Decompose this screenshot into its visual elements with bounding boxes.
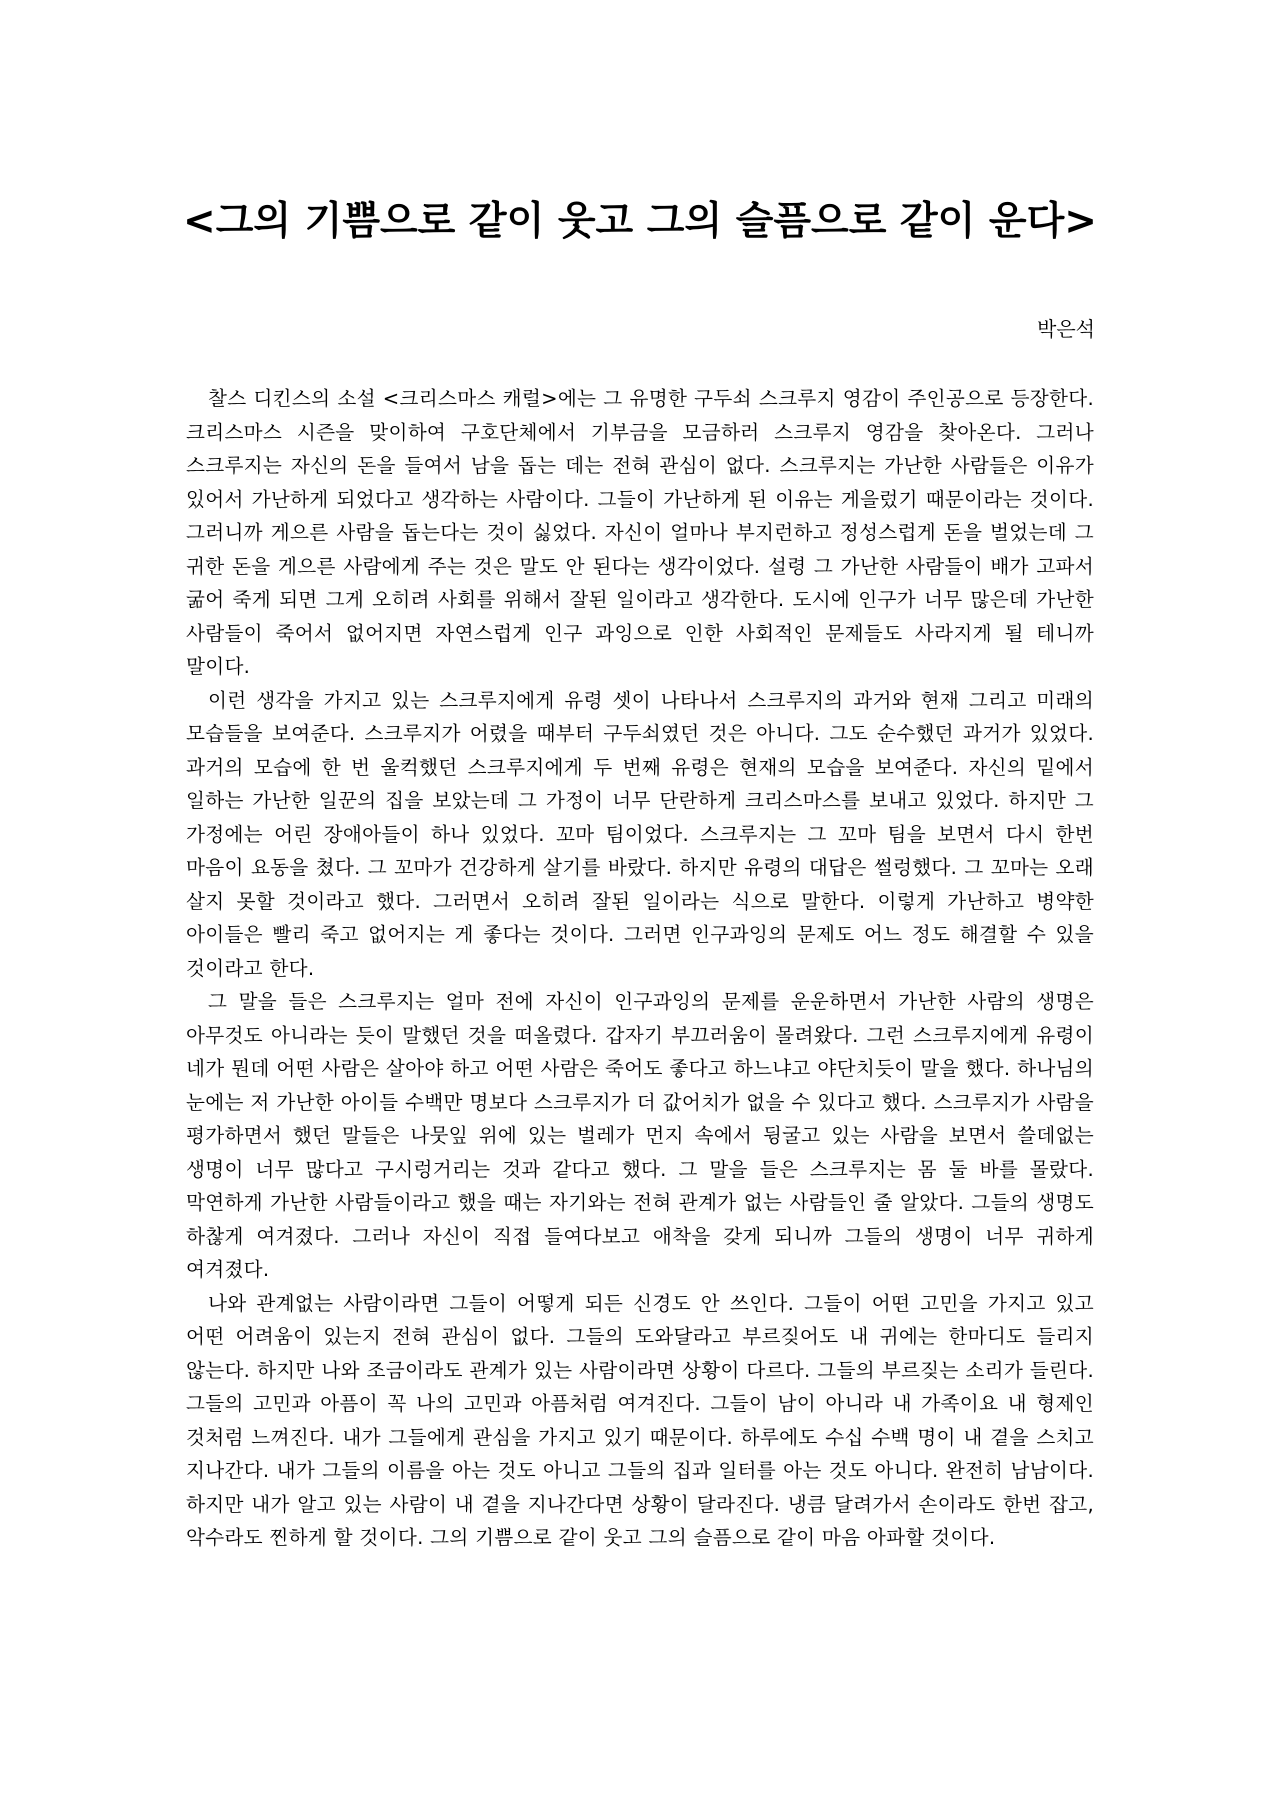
body-paragraph-2: 이런 생각을 가지고 있는 스크루지에게 유령 셋이 나타나서 스크루지의 과거와 현재 그리고 미래의 모습들을 보여준다. 스크루지가 어렸을 때부터 구두쇠였던 것은 아니다. 그도 순수했던 과거가 있었다. 과거의 모습에 한 번 울컥했던 스크루지에게 두 번째 유령은 현재의 모습을 보여준다. 자신의 밑에서 일하는 가난한 일꾼의 집을 보았는데 그 가정이 너무 단란하게 크리스마스를 보내고 있었다. 하지만 그 가정에는 어린 장애아들이 하나 있었다. 꼬마 팀이었다. 스크루지는 그 꼬마 팀을 보면서 다시 한번 마음이 요동을 쳤다. 그 꼬마가 건강하게 살기를 바랐다. 하지만 유령의 대답은 썰렁했다. 그 꼬마는 오래 살지 못할 것이라고 했다. 그러면서 오히려 잘된 일이라는 식으로 말한다. 이렇게 가난하고 병약한 아이들은 빨리 죽고 없어지는 게 좋다는 것이다. 그러면 인구과잉의 문제도 어느 정도 해결할 수 있을 것이라고 한다. <box>186 688 1094 980</box>
body-paragraph-1: 찰스 디킨스의 소설 <크리스마스 캐럴>에는 그 유명한 구두쇠 스크루지 영감이 주인공으로 등장한다. 크리스마스 시즌을 맞이하여 구호단체에서 기부금을 모금하러 스크루지 영감을 찾아온다. 그러나 스크루지는 자신의 돈을 들여서 남을 돕는 데는 전혀 관심이 없다. 스크루지는 가난한 사람들은 이유가 있어서 가난하게 되었다고 생각하는 사람이다. 그들이 가난하게 된 이유는 게을렀기 때문이라는 것이다. 그러니까 게으른 사람을 돕는다는 것이 싫었다. 자신이 얼마나 부지런하고 정성스럽게 돈을 벌었는데 그 귀한 돈을 게으른 사람에게 주는 것은 말도 안 된다는 생각이었다. 설령 그 가난한 사람들이 배가 고파서 굶어 죽게 되면 그게 오히려 사회를 위해서 잘된 일이라고 생각한다. 도시에 인구가 너무 많은데 가난한 사람들이 죽어서 없어지면 자연스럽게 인구 과잉으로 인한 사회적인 문제들도 사라지게 될 테니까 말이다. <box>186 387 1095 678</box>
body-paragraph-4: 나와 관계없는 사람이라면 그들이 어떻게 되든 신경도 안 쓰인다. 그들이 어떤 고민을 가지고 있고 어떤 어려움이 있는지 전혀 관심이 없다. 그들의 도와달라고 부르짖어도 내 귀에는 한마디도 들리지 않는다. 하지만 나와 조금이라도 관계가 있는 사람이라면 상황이 다르다. 그들의 부르짖는 소리가 들린다. 그들의 고민과 아픔이 꼭 나의 고민과 아픔처럼 여겨진다. 그들이 남이 아니라 내 가족이요 내 형제인 것처럼 느껴진다. 내가 그들에게 관심을 가지고 있기 때문이다. 하루에도 수십 수백 명이 내 곁을 스치고 지나간다. 내가 그들의 이름을 아는 것도 아니고 그들의 집과 일터를 아는 것도 아니다. 완전히 남남이다. 하지만 내가 알고 있는 사람이 내 곁을 지나간다면 상황이 달라진다. 냉큼 달려가서 손이라도 한번 잡고, 악수라도 찐하게 할 것이다. 그의 기쁨으로 같이 웃고 그의 슬픔으로 같이 마음 아파할 것이다. <box>186 1291 1094 1549</box>
author-name: 박은석 <box>1037 317 1095 341</box>
document-title: <그의 기쁨으로 같이 웃고 그의 슬픔으로 같이 운다> <box>183 199 1097 244</box>
body-paragraph-3: 그 말을 들은 스크루지는 얼마 전에 자신이 인구과잉의 문제를 운운하면서 가난한 사람의 생명은 아무것도 아니라는 듯이 말했던 것을 떠올렸다. 갑자기 부끄러움이 몰려왔다. 그런 스크루지에게 유령이 네가 뭔데 어떤 사람은 살아야 하고 어떤 사람은 죽어도 좋다고 하느냐고 야단치듯이 말을 했다. 하나님의 눈에는 저 가난한 아이들 수백만 명보다 스크루지가 더 값어치가 없을 수 있다고 했다. 스크루지가 사람을 평가하면서 했던 말들은 나뭇잎 위에 있는 벌레가 먼지 속에서 뒹굴고 있는 사람을 보면서 쓸데없는 생명이 너무 많다고 구시렁거리는 것과 같다고 했다. 그 말을 들은 스크루지는 몸 둘 바를 몰랐다. 막연하게 가난한 사람들이라고 했을 때는 자기와는 전혀 관계가 없는 사람들인 줄 알았다. 그들의 생명도 하찮게 여겨졌다. 그러나 자신이 직접 들여다보고 애착을 갖게 되니까 그들의 생명이 너무 귀하게 여겨졌다. <box>186 990 1094 1281</box>
document-body <box>186 382 1094 1555</box>
